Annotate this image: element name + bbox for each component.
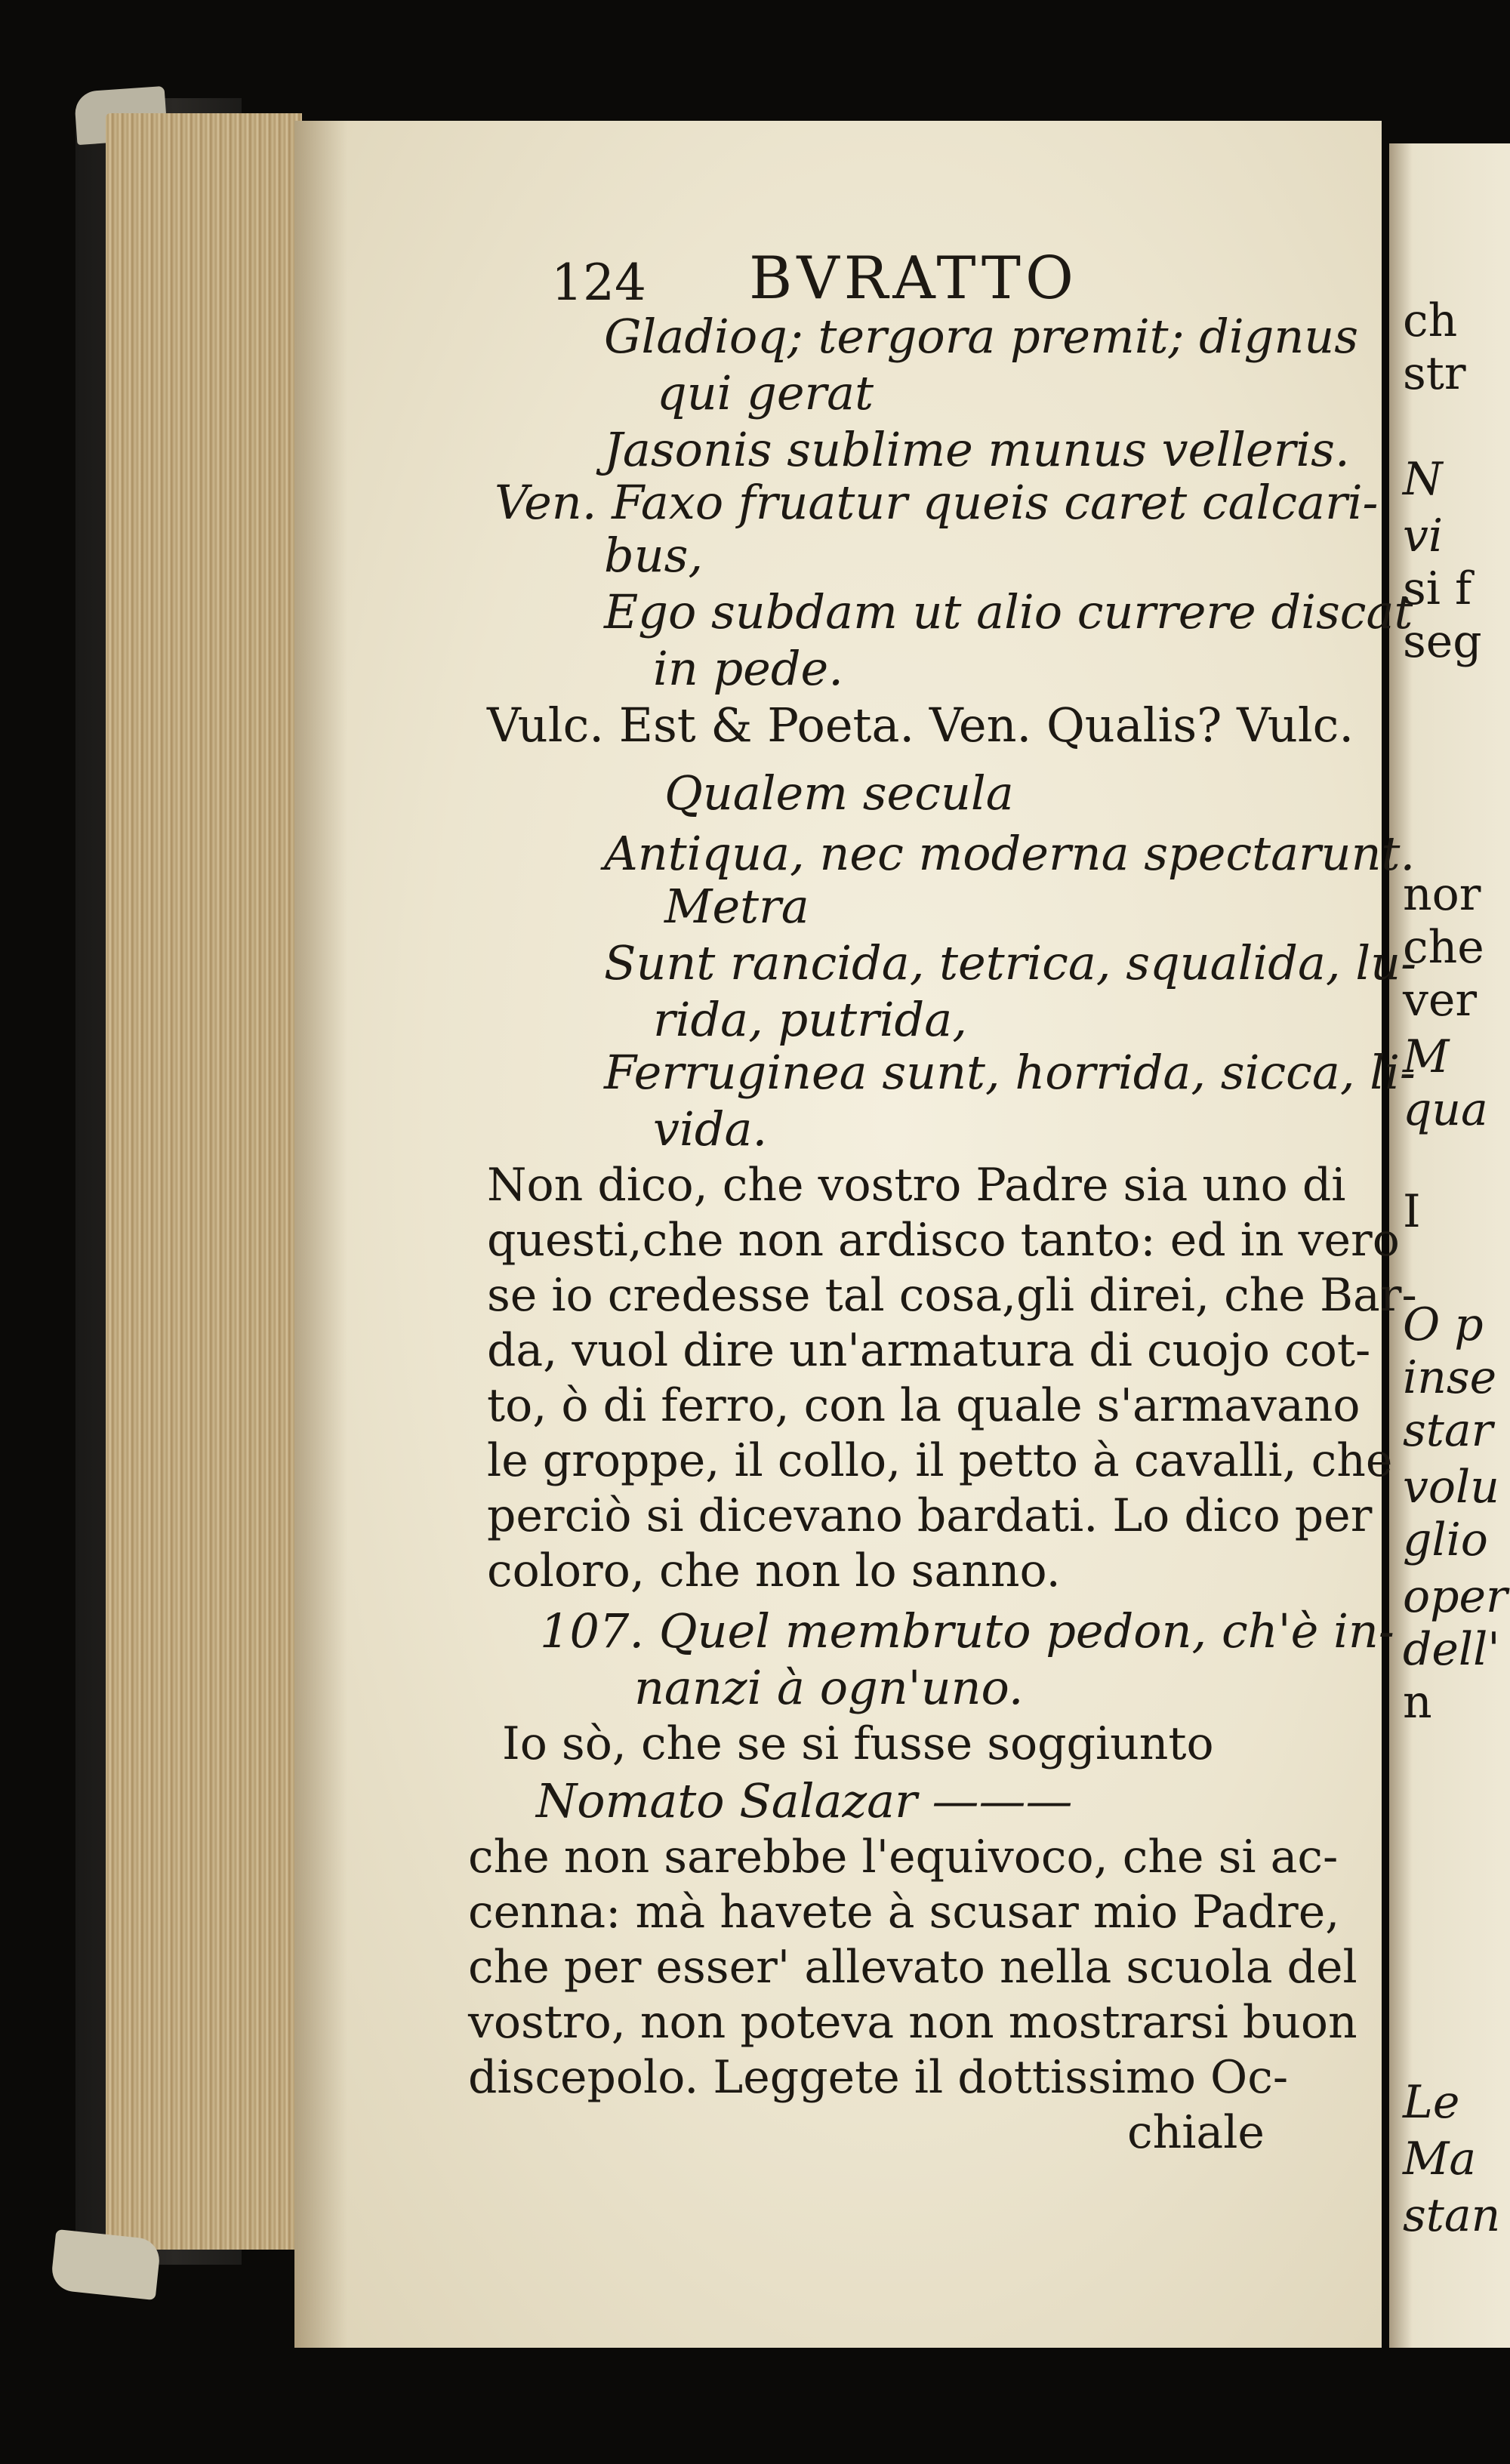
right-fragment: Ma [1403, 2133, 1477, 2185]
text-line: 107. Quel membruto pedon, ch'è in- [540, 1603, 1394, 1659]
text-line: Sunt rancida, tetrica, squalida, lu- [604, 935, 1417, 990]
text-line: Ven. Faxo fruatur queis caret calcari- [495, 475, 1379, 530]
text-line: rida, putrida, [653, 992, 967, 1047]
text-line: bus, [604, 528, 704, 583]
text-line: in pede. [653, 641, 843, 696]
right-fragment: ver [1403, 974, 1478, 1027]
right-fragment: M [1403, 1030, 1450, 1083]
right-fragment: dell' [1403, 1623, 1500, 1676]
text-line: che non sarebbe l'equivoco, che si ac- [468, 1831, 1339, 1883]
right-fragment: seg [1403, 615, 1482, 668]
text-line: Antiqua, nec moderna spectarunt. [604, 826, 1416, 881]
text-line: Io sò, che se si fusse soggiunto [502, 1717, 1214, 1770]
right-fragment: che [1403, 921, 1484, 974]
text-line: qui gerat [657, 365, 874, 420]
text-line: Nomato Salazar ——— [536, 1773, 1073, 1828]
right-fragment: star [1403, 1404, 1493, 1457]
text-line: Ego subdam ut alio currere discat [604, 584, 1413, 639]
page-edges [106, 113, 302, 2250]
right-fragment: str [1403, 347, 1466, 400]
text-line: coloro, che non lo sanno. [487, 1545, 1061, 1597]
right-fragment: ch [1403, 294, 1458, 347]
catchword: chiale [1127, 2106, 1265, 2159]
text-line: se io credesse tal cosa,gli direi, che Bar- [487, 1269, 1417, 1322]
text-line: Jasonis sublime munus velleris. [604, 422, 1350, 477]
text-line: vida. [653, 1101, 768, 1157]
text-line: Vulc. Est & Poeta. Ven. Qualis? Vulc. [487, 698, 1354, 753]
right-fragment: si f [1403, 562, 1472, 615]
right-fragment: volu [1403, 1461, 1499, 1514]
text-line: perciò si dicevano bardati. Lo dico per [487, 1489, 1373, 1542]
page-number: 124 [551, 254, 646, 312]
right-fragment: stan [1403, 2189, 1501, 2242]
text-line: vostro, non poteva non mostrarsi buon [468, 1996, 1357, 2049]
running-title: BVRATTO [749, 245, 1078, 313]
text-line: le groppe, il collo, il petto à cavalli, che [487, 1434, 1393, 1487]
text-line: Metra [664, 879, 809, 934]
right-fragment: nor [1403, 868, 1481, 921]
text-line: to, ò di ferro, con la quale s'armavano [487, 1379, 1361, 1432]
right-fragment: n [1403, 1676, 1432, 1729]
right-fragment: vi [1403, 510, 1444, 562]
text-line: cenna: mà havete à scusar mio Padre, [468, 1886, 1340, 1939]
right-page [1389, 143, 1510, 2348]
right-fragment: glio [1403, 1514, 1488, 1566]
right-fragment: inse [1403, 1351, 1497, 1404]
text-line: Gladioq; tergora premit; dignus [604, 309, 1359, 364]
right-fragment: qua [1403, 1083, 1488, 1136]
cover-corner-bottom [50, 2229, 162, 2300]
right-fragment: Le [1403, 2076, 1460, 2129]
text-line: Qualem secula [664, 765, 1014, 821]
text-line: Ferruginea sunt, horrida, sicca, li- [604, 1045, 1416, 1100]
text-line: questi,che non ardisco tanto: ed in vero [487, 1214, 1400, 1267]
right-fragment: I [1403, 1185, 1421, 1238]
text-line: Non dico, che vostro Padre sia uno di [487, 1159, 1346, 1212]
right-fragment: N [1403, 453, 1443, 506]
text-line: da, vuol dire un'armatura di cuojo cot- [487, 1324, 1371, 1377]
right-fragment: O p [1403, 1298, 1484, 1351]
text-line: nanzi à ogn'uno. [634, 1660, 1024, 1715]
text-line: discepolo. Leggete il dottissimo Oc- [468, 2051, 1289, 2104]
right-fragment: oper [1403, 1570, 1508, 1623]
text-line: che per esser' allevato nella scuola del [468, 1941, 1357, 1994]
